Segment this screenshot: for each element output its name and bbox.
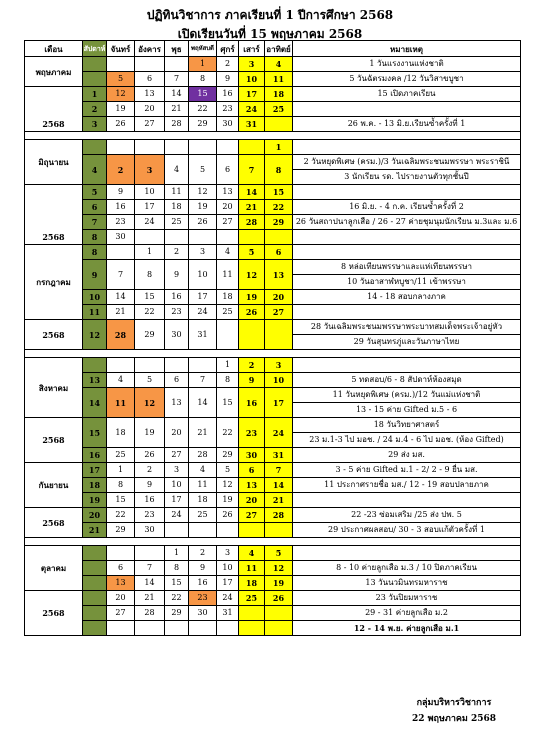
table-row: 2568 1 12 13 14 15 16 17 18 15 เปิดภาคเรียน — [25, 87, 521, 102]
note: 12 - 14 พ.ย. ค่ายลูกเสือ ม.1 — [293, 621, 521, 636]
table-row: 2568 12 28 29 30 31 28 วันเฉลิมพระชนมพรรษาพระบาทสมเด็จพระเจ้าอยู่หัว — [25, 320, 521, 335]
note: 16 มิ.ย. - 4 ก.ค. เรียนซ้ำครั้งที่ 2 — [293, 200, 521, 215]
note: 14 - 18 สอบกลางภาค — [293, 290, 521, 305]
table-row: กรกฎาคม 8 1 2 3 4 5 6 — [25, 245, 521, 260]
note: 3 นักเรียน รด. ไปรายงานตัวทุกชั้นปี — [293, 170, 521, 185]
header-thu: พฤหัสบดี — [189, 41, 217, 57]
header-sat: เสาร์ — [239, 41, 265, 57]
spacer-row — [25, 350, 521, 358]
table-row: 7 23 24 25 26 27 28 29 26 วันสถาปนาลูกเสือ / 26 - 27 ค่ายชุมนุมนักเรียน ม.3และ ม.6 — [25, 215, 521, 230]
spacer-row — [25, 132, 521, 140]
note: 13 วันนวมินทรมหาราช — [293, 576, 521, 591]
academic-calendar-table — [24, 40, 521, 636]
table-row: 16 25 26 27 28 29 30 31 29 ส่ง มส. — [25, 448, 521, 463]
month-jul: กรกฎาคม — [25, 245, 83, 320]
table-row: 21 29 30 29 ประกาศผลสอบ/ 30 - 3 สอบแก้ตัวครั้งที่ 1 — [25, 523, 521, 538]
note: 5 ทดสอบ/6 - 8 สัปดาห์ห้องสมุด — [293, 373, 521, 388]
note: 1 วันแรงงานแห่งชาติ — [293, 57, 521, 72]
table-header-row — [25, 41, 521, 57]
document-subtitle: เปิดเรียนวันที่ 15 พฤษภาคม 2568 — [177, 27, 363, 41]
note: 18 วันวิทยาศาสตร์ — [293, 418, 521, 433]
table-row: 18 8 9 10 11 12 13 14 11 ประกาศรายชื่อ มส./ 12 - 19 สอบปลายภาค — [25, 478, 521, 493]
note: 22 -23 ซ่อมเสริม /25 ส่ง ปพ. 5 — [293, 508, 521, 523]
note — [293, 185, 521, 200]
spacer-row — [25, 538, 521, 546]
header-month: เดือน — [25, 41, 83, 57]
note: 13 - 15 ค่าย Gifted ม.5 - 6 — [293, 403, 521, 418]
table-row: 13 14 15 16 17 18 19 13 วันนวมินทรมหาราช — [25, 576, 521, 591]
footer-date: 22 พฤษภาคม 2568 — [411, 714, 497, 724]
note: 15 เปิดภาคเรียน — [293, 87, 521, 102]
table-row: 10 14 15 16 17 18 19 20 14 - 18 สอบกลางภาค — [25, 290, 521, 305]
table-row: มิถุนายน 1 — [25, 140, 521, 155]
header-note: หมายเหตุ — [293, 41, 521, 57]
table-row: 19 15 16 17 18 19 20 21 — [25, 493, 521, 508]
month-sep: กันยายน — [25, 463, 83, 508]
header-fri: ศุกร์ — [217, 41, 239, 57]
year-label: 2568 — [25, 508, 83, 538]
table-row: ตุลาคม 1 2 3 4 5 — [25, 546, 521, 561]
year-label: 2568 — [25, 591, 83, 636]
header-wed: พุธ — [165, 41, 189, 57]
note: 26 พ.ค. - 13 มิ.ย.เรียนซ้ำครั้งที่ 1 — [293, 117, 521, 132]
note: 29 ประกาศผลสอบ/ 30 - 3 สอบแก้ตัวครั้งที่ 1 — [293, 523, 521, 538]
note: 2 วันหยุดพิเศษ (ครม.)/3 วันเฉลิมพระชนมพรรษา พระราชินี — [293, 155, 521, 170]
table-row: สิงหาคม 1 2 3 — [25, 358, 521, 373]
table-row: 5 6 7 8 9 10 11 5 วันฉัตรมงคล /12 วันวิสาขบูชา — [25, 72, 521, 87]
note: 28 วันเฉลิมพระชนมพรรษาพระบาทสมเด็จพระเจ้าอยู่หัว — [293, 320, 521, 335]
table-row: 6 7 8 9 10 11 12 8 - 10 ค่ายลูกเสือ ม.3 / 10 ปิดภาคเรียน — [25, 561, 521, 576]
table-row: พฤษภาคม 1 2 3 4 1 วันแรงงานแห่งชาติ — [25, 57, 521, 72]
table-row: 2568 5 9 10 11 12 13 14 15 — [25, 185, 521, 200]
table-row: 9 7 8 9 10 11 12 13 8 หล่อเทียนพรรษาและแห่เทียนพรรษา — [25, 260, 521, 275]
table-row: 4 2 3 4 5 6 7 8 2 วันหยุดพิเศษ (ครม.)/3 วันเฉลิมพระชนมพรรษา พระราชินี — [25, 155, 521, 170]
note: 23 วันปิยมหาราช — [293, 591, 521, 606]
table-row: 14 11 12 13 14 15 16 17 11 วันหยุดพิเศษ (ครม.)/12 วันแม่แห่งชาติ — [25, 388, 521, 403]
note: 8 หล่อเทียนพรรษาและแห่เทียนพรรษา — [293, 260, 521, 275]
note: 29 - 31 ค่ายลูกเสือ ม.2 — [293, 606, 521, 621]
header-week: สัปดาห์ — [83, 41, 107, 57]
note: 23 ม.1-3 ไป มอช. / 24 ม.4 - 6 ไป มอช. (ห้อง Gifted) — [293, 433, 521, 448]
table-row: 2568 15 18 19 20 21 22 23 24 18 วันวิทยาศาสตร์ — [25, 418, 521, 433]
note — [293, 102, 521, 117]
note: 5 วันฉัตรมงคล /12 วันวิสาขบูชา — [293, 72, 521, 87]
note: 3 - 5 ค่าย Gifted ม.1 - 2/ 2 - 9 ยื่น มส. — [293, 463, 521, 478]
table-row: 2568 20 22 23 24 25 26 27 28 22 -23 ซ่อมเสริม /25 ส่ง ปพ. 5 — [25, 508, 521, 523]
month-aug: สิงหาคม — [25, 358, 83, 418]
year-label: 2568 — [25, 87, 83, 132]
document-title: ปฏิทินวิชาการ ภาคเรียนที่ 1 ปีการศึกษา 2568 — [146, 8, 394, 22]
header-mon: จันทร์ — [107, 41, 135, 57]
footer-department: กลุ่มบริหารวิชาการ — [416, 698, 492, 708]
month-jun: มิถุนายน — [25, 140, 83, 185]
header-sun: อาทิตย์ — [265, 41, 293, 57]
header-tue: อังคาร — [135, 41, 165, 57]
table-row: 2568 20 21 22 23 24 25 26 23 วันปิยมหาราช — [25, 591, 521, 606]
table-row: 8 30 — [25, 230, 521, 245]
note: 29 ส่ง มส. — [293, 448, 521, 463]
year-label: 2568 — [25, 185, 83, 245]
note: 26 วันสถาปนาลูกเสือ / 26 - 27 ค่ายชุมนุมนักเรียน ม.3และ ม.6 — [293, 215, 521, 230]
month-may: พฤษภาคม — [25, 57, 83, 87]
year-label: 2568 — [25, 320, 83, 350]
table-row: 3 26 27 28 29 30 31 26 พ.ค. - 13 มิ.ย.เรียนซ้ำครั้งที่ 1 — [25, 117, 521, 132]
note: 29 วันสุนทรภู่และวันภาษาไทย — [293, 335, 521, 350]
year-label: 2568 — [25, 418, 83, 463]
month-oct: ตุลาคม — [25, 546, 83, 591]
note: 11 วันหยุดพิเศษ (ครม.)/12 วันแม่แห่งชาติ — [293, 388, 521, 403]
note: 10 วันอาสาฬหบูชา/11 เข้าพรรษา — [293, 275, 521, 290]
table-row — [25, 621, 521, 636]
table-row: 11 21 22 23 24 25 26 27 — [25, 305, 521, 320]
note: 11 ประกาศรายชื่อ มส./ 12 - 19 สอบปลายภาค — [293, 478, 521, 493]
table-row: 27 28 29 30 31 29 - 31 ค่ายลูกเสือ ม.2 — [25, 606, 521, 621]
table-row: 6 16 17 18 19 20 21 22 16 มิ.ย. - 4 ก.ค. เรียนซ้ำครั้งที่ 2 — [25, 200, 521, 215]
table-row: กันยายน 17 1 2 3 4 5 6 7 3 - 5 ค่าย Gifted ม.1 - 2/ 2 - 9 ยื่น มส. — [25, 463, 521, 478]
table-row: 2 19 20 21 22 23 24 25 — [25, 102, 521, 117]
table-row: 13 4 5 6 7 8 9 10 5 ทดสอบ/6 - 8 สัปดาห์ห้องสมุด — [25, 373, 521, 388]
note: 8 - 10 ค่ายลูกเสือ ม.3 / 10 ปิดภาคเรียน — [293, 561, 521, 576]
